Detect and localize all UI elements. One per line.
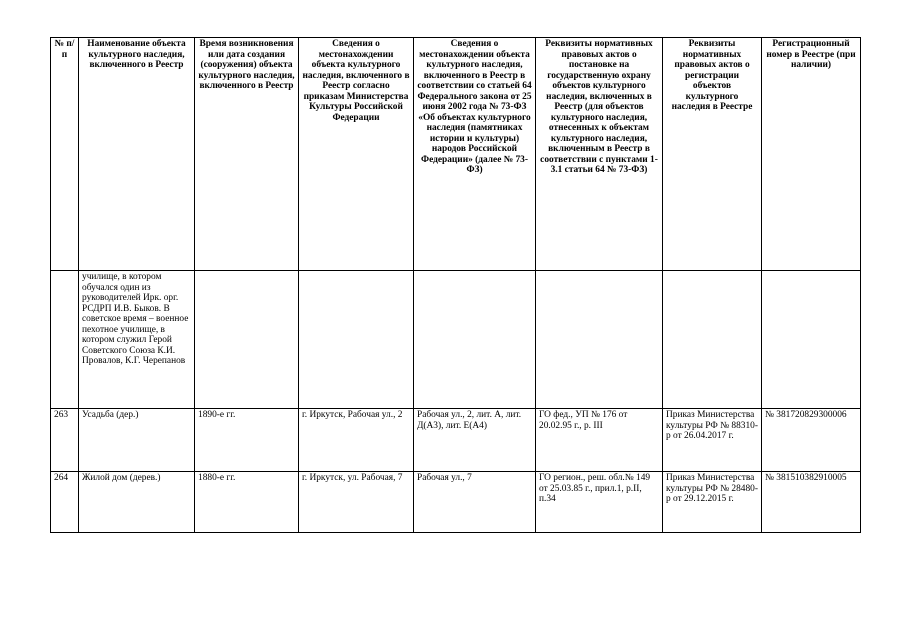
cell-location-order: г. Иркутск, Рабочая ул., 2 [299, 409, 414, 472]
cell-registration-act [663, 271, 762, 409]
cell-protection-act: ГО фед., УП № 176 от 20.02.95 г., р. III [536, 409, 663, 472]
cell-location-law: Рабочая ул., 7 [414, 472, 536, 533]
cell-location-order: г. Иркутск, ул. Рабочая, 7 [299, 472, 414, 533]
cell-registration-act: Приказ Министерства культуры РФ № 88310-р от 26.04.2017 г. [663, 409, 762, 472]
table-row [51, 472, 861, 533]
cell-date [195, 271, 299, 409]
header-registration-act: Реквизиты нормативных правовых актов о регистрации объектов культурного наследия в Реестре [663, 38, 762, 271]
cell-location-law: Рабочая ул., 2, лит. А, лит. Д(А3), лит. Е(А4) [414, 409, 536, 472]
header-protection-act: Реквизиты нормативных правовых актов о постановке на государственную охрану объектов культурного наследия, включенных в Реестр (для объектов культурного наследия, отнесенных к объектам культурного наследия, включенным в Реестр в соответствии с пунктами 1-3.1 статьи 64 № 73-ФЗ) [536, 38, 663, 271]
header-location-law: Сведения о местонахождении объекта культурного наследия, включенного в Реестр в соответствии со статьей 64 Федерального закона от 25 июня 2002 года № 73-ФЗ «Об объектах культурного наследия (памятниках истории и культуры) народов Российской Федерации» (далее № 73-ФЗ) [414, 38, 536, 271]
header-location-order: Сведения о местонахождении объекта культурного наследия, включенного в Реестр согласно приказам Министерства Культуры Российской Федерации [299, 38, 414, 271]
header-number: № п/п [51, 38, 79, 271]
cell-name: Усадьба (дер.) [79, 409, 195, 472]
cell-protection-act [536, 271, 663, 409]
header-date: Время возникновения или дата создания (сооружения) объекта культурного наследия, включенного в Реестр [195, 38, 299, 271]
cell-date: 1890-е гг. [195, 409, 299, 472]
header-reg-number: Регистрационный номер в Реестре (при наличии) [762, 38, 861, 271]
cell-registration-act: Приказ Министерства культуры РФ № 28480-р от 29.12.2015 г. [663, 472, 762, 533]
cell-number [51, 271, 79, 409]
table-row [51, 409, 861, 472]
table-header-row [51, 38, 861, 271]
heritage-registry-table [50, 37, 861, 533]
cell-number: 263 [51, 409, 79, 472]
cell-location-order [299, 271, 414, 409]
cell-reg-number: № 381720829300006 [762, 409, 861, 472]
cell-name: Жилой дом (дерев.) [79, 472, 195, 533]
cell-reg-number [762, 271, 861, 409]
cell-location-law [414, 271, 536, 409]
cell-protection-act: ГО регион., реш. обл.№ 149 от 25.03.85 г., прил.1, р.II, п.34 [536, 472, 663, 533]
header-name: Наименование объекта культурного наследия, включенного в Реестр [79, 38, 195, 271]
cell-reg-number: № 381510382910005 [762, 472, 861, 533]
cell-name: училище, в котором обучался один из руководителей Ирк. орг. РСДРП И.В. Быков. В советское время – военное пехотное училище, в котором служил Герой Советского Союза К.И. Провалов, К.Г. Черепанов [79, 271, 195, 409]
table-row-continuation [51, 271, 861, 409]
cell-date: 1880-е гг. [195, 472, 299, 533]
cell-number: 264 [51, 472, 79, 533]
